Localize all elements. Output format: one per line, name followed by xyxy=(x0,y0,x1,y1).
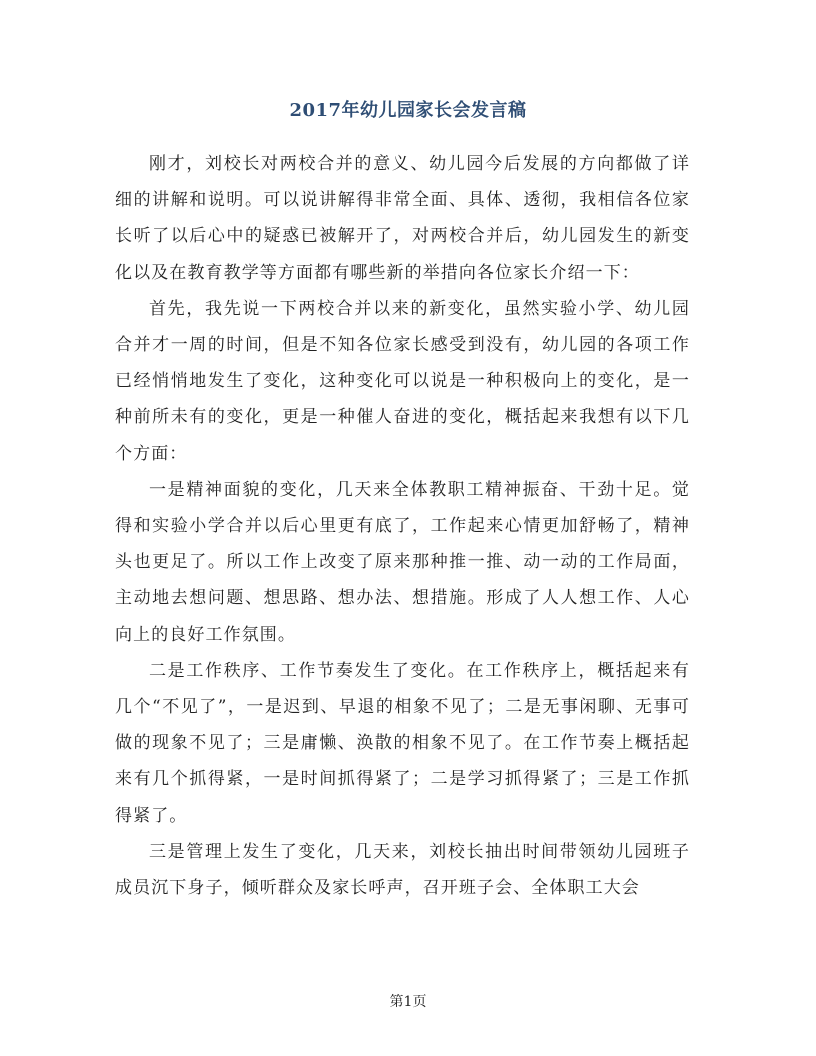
document-body xyxy=(115,146,690,906)
paragraph: 三是管理上发生了变化，几天来，刘校长抽出时间带领幼儿园班子成员沉下身子，倾听群众及家长呼声，召开班子会、全体职工大会 xyxy=(115,841,690,899)
paragraph: 二是工作秩序、工作节奏发生了变化。在工作秩序上，概括起来有几个“不见了”，一是迟到、早退的相象不见了；二是无事闲聊、无事可做的现象不见了；三是庸懒、涣散的相象不见了。在工作节奏上概括起来有几个抓得紧，一是时间抓得紧了；二是学习抓得紧了；三是工作抓得紧了。 xyxy=(115,660,690,826)
paragraph: 刚才，刘校长对两校合并的意义、幼儿园今后发展的方向都做了详细的讲解和说明。可以说讲解得非常全面、具体、透彻，我相信各位家长听了以后心中的疑惑已被解开了，对两校合并后，幼儿园发生的新变化以及在教育教学等方面都有哪些新的举措向各位家长介绍一下： xyxy=(115,154,690,283)
paragraph: 首先，我先说一下两校合并以来的新变化，虽然实验小学、幼儿园合并才一周的时间，但是不知各位家长感受到没有，幼儿园的各项工作已经悄悄地发生了变化，这种变化可以说是一种积极向上的变化，是一种前所未有的变化，更是一种催人奋进的变化，概括起来我想有以下几个方面： xyxy=(115,298,690,464)
document-title: 2017年幼儿园家长会发言稿 xyxy=(289,100,527,121)
paragraph: 一是精神面貌的变化，几天来全体教职工精神振奋、干劲十足。觉得和实验小学合并以后心里更有底了，工作起来心情更加舒畅了，精神头也更足了。所以工作上改变了原来那种推一推、动一动的工作局面，主动地去想问题、想思路、想办法、想措施。形成了人人想工作、人心向上的良好工作氛围。 xyxy=(115,479,690,645)
page-number: 第1页 xyxy=(389,994,427,1010)
